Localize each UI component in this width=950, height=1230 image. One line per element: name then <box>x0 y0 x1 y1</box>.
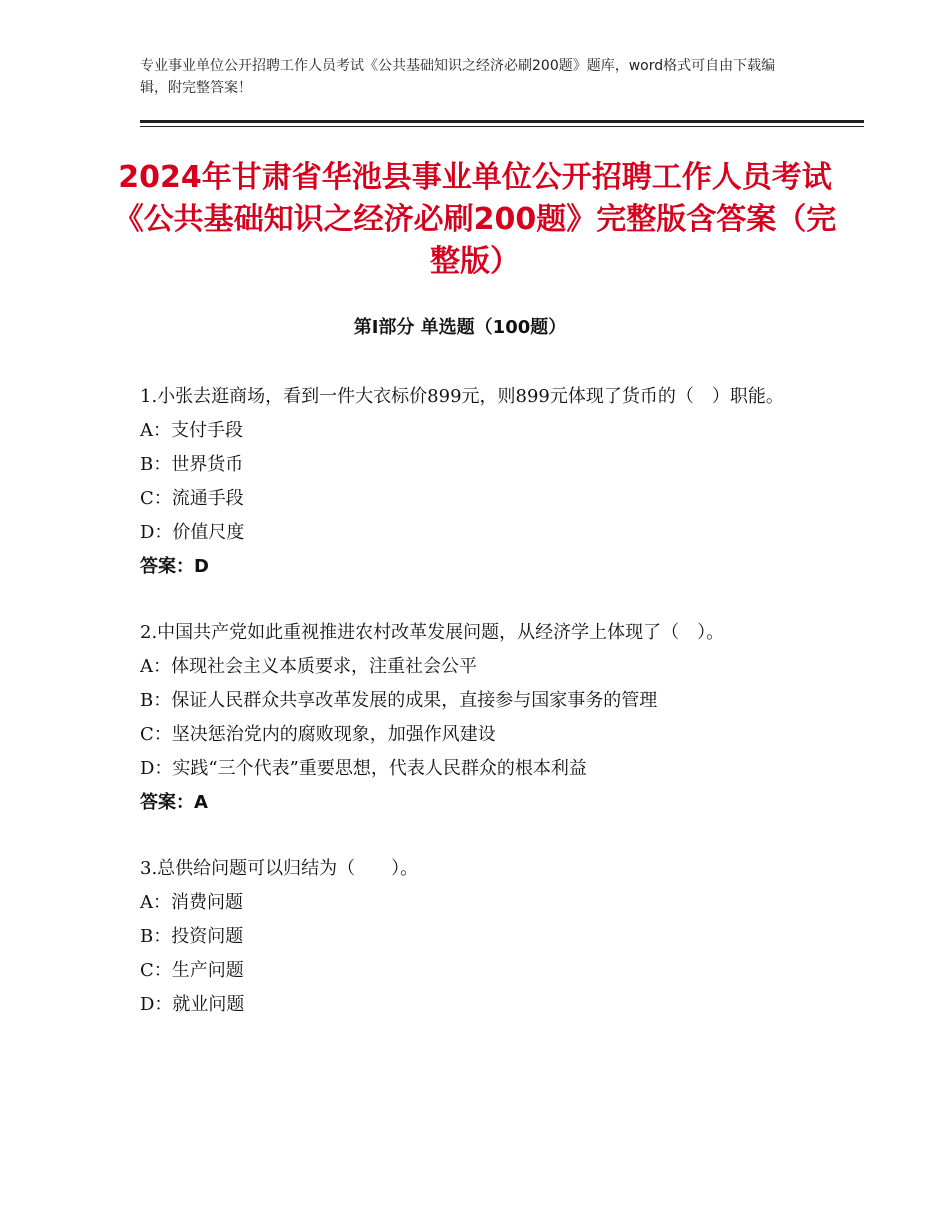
answer: 答案：A <box>140 792 208 813</box>
question-1 <box>140 380 810 584</box>
option-b: B：保证人民群众共享改革发展的成果，直接参与国家事务的管理 <box>140 690 658 711</box>
document-title: 2024年甘肃省华池县事业单位公开招聘工作人员考试《公共基础知识之经济必刷200题》完整版含答案（完整版） <box>113 160 837 279</box>
question-list <box>140 380 810 1054</box>
option-d: D：实践“三个代表”重要思想，代表人民群众的根本利益 <box>140 758 587 779</box>
question-3 <box>140 852 810 1022</box>
answer: 答案：D <box>140 556 209 577</box>
question-stem: 2.中国共产党如此重视推进农村改革发展问题，从经济学上体现了（ ）。 <box>140 622 725 643</box>
question-2 <box>140 616 810 820</box>
question-stem: 1.小张去逛商场，看到一件大衣标价899元，则899元体现了货币的（ ）职能。 <box>140 386 784 407</box>
option-b: B：投资问题 <box>140 926 244 947</box>
option-d: D：就业问题 <box>140 994 245 1015</box>
option-c: C：坚决惩治党内的腐败现象，加强作风建设 <box>140 724 496 745</box>
option-a: A：消费问题 <box>140 892 243 913</box>
header-rule-thick <box>140 120 864 123</box>
option-a: A：支付手段 <box>140 420 243 441</box>
option-d: D：价值尺度 <box>140 522 245 543</box>
section-title: 第Ⅰ部分 单选题（100题） <box>353 317 567 338</box>
option-a: A：体现社会主义本质要求，注重社会公平 <box>140 656 477 677</box>
header-rule-thin <box>140 126 864 127</box>
option-c: C：流通手段 <box>140 488 244 509</box>
option-b: B：世界货币 <box>140 454 244 475</box>
option-c: C：生产问题 <box>140 960 244 981</box>
header-note: 专业事业单位公开招聘工作人员考试《公共基础知识之经济必刷200题》题库，word格式可自由下载编辑，附完整答案！ <box>140 58 776 96</box>
question-stem: 3.总供给问题可以归结为（ ）。 <box>140 858 419 879</box>
